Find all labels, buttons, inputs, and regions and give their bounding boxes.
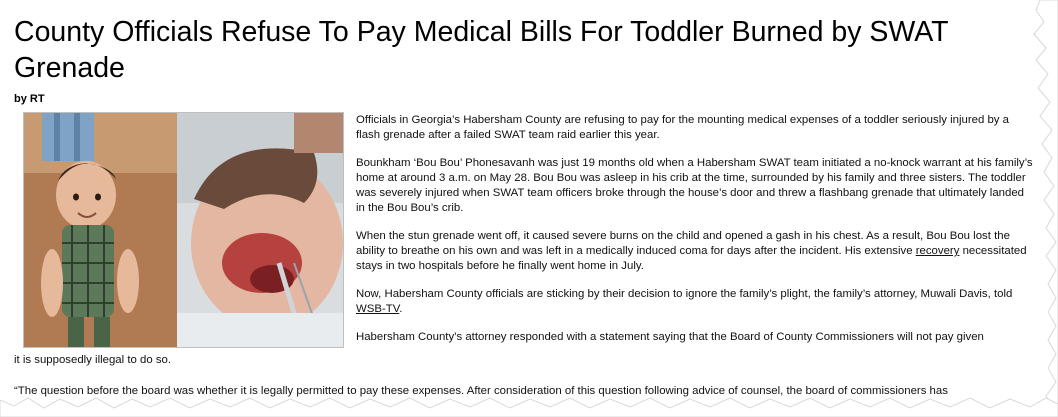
article-byline: by RT: [14, 93, 45, 105]
paragraph-5: Habersham County’s attorney responded with a statement saying that the Board of County Commissioners will not pay given: [356, 331, 984, 343]
article-body: [356, 113, 1036, 358]
paragraph-4: Now, Habersham County officials are sticking by their decision to ignore the family’s plight, the family’s attorney, Muwali Davis, told WSB-TV.: [356, 288, 1013, 315]
wsb-tv-link[interactable]: WSB-TV: [356, 303, 400, 315]
article-title: County Officials Refuse To Pay Medical Bills For Toddler Burned by SWAT Grenade: [14, 16, 949, 84]
photo-right-hospital: [177, 113, 343, 347]
paragraph-5-continuation: it is supposedly illegal to do so.: [14, 354, 172, 366]
recovery-link[interactable]: recovery: [915, 245, 960, 257]
photo-left-toddler: [24, 113, 177, 347]
paragraph-6-partial: “The question before the board was whether it is legally permitted to pay these expenses. After consideration of this question following advice of counsel, the board of commissioners has: [14, 385, 948, 397]
article-photo: [23, 112, 344, 348]
paragraph-1: Officials in Georgia’s Habersham County are refusing to pay for the mounting medical expenses of a toddler seriously injured by a flash grenade after a failed SWAT team raid earlier this year.: [356, 114, 1009, 141]
paragraph-2: Bounkham ‘Bou Bou’ Phonesavanh was just 19 months old when a Habersham SWAT team initiated a no-knock warrant at his family’s home at around 3 a.m. on May 28. Bou Bou was asleep in his crib at the time, surrounded by his family and three sisters. The toddler was severely injured when SWAT team officers broke through the house’s door and threw a flashbang grenade that ultimately landed in the Bou Bou’s crib.: [356, 157, 1033, 214]
paragraph-3: When the stun grenade went off, it caused severe burns on the child and opened a gash in his chest. As a result, Bou Bou lost the ability to breathe on his own and was left in a medically induced coma for days after the incident. His extensive recovery necessitated stays in two hospitals before he finally went home in July.: [356, 230, 1027, 272]
